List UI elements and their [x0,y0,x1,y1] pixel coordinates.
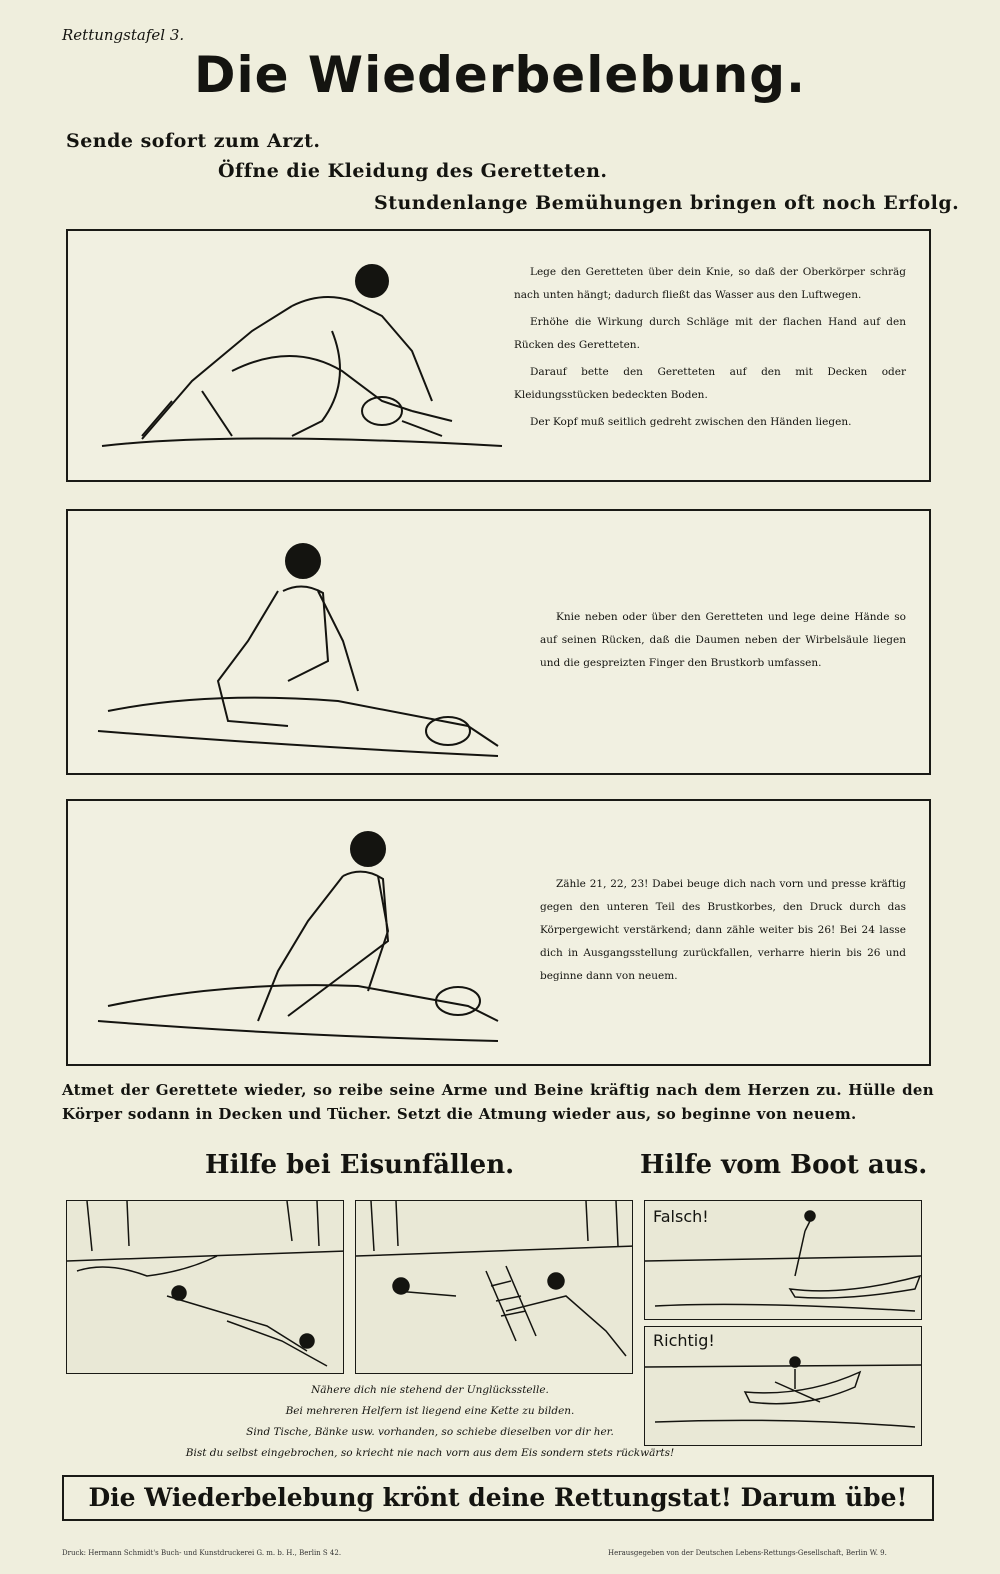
resuscitation-illustration [88,531,518,761]
plate-number: Rettungstafel 3. [62,26,185,44]
boat-right-illustration [645,1327,922,1446]
ice-heading: Hilfe bei Eisunfällen. [205,1150,515,1180]
panel-1-paragraph: Erhöhe die Wirkung durch Schläge mit der flachen Hand auf den Rücken des Geretteten. [514,316,906,351]
instruction-line-2: Öffne die Kleidung des Geretteten. [218,160,608,182]
resuscitation-press-illustration [88,821,518,1051]
panel-2-paragraph: Knie neben oder über den Geretteten und lege deine Hände so auf seinen Rücken, daß die Daumen neben der Wirbelsäule liegen und die gespreizten Finger den Brustkorb umfassen. [540,611,906,669]
ice-line: Bist du selbst eingebrochen, so kriecht nie nach vorn aus dem Eis sondern stets rückwärts! [185,1447,675,1459]
ice-rescue-illustration [67,1201,344,1374]
drowning-victim-illustration [82,261,512,461]
panel-1-paragraph: Darauf bette den Geretteten auf den mit Decken oder Kleidungsstücken bedeckten Boden. [514,366,906,401]
panel-step-1 [66,229,931,482]
panel-step-3 [66,799,931,1066]
boat-scene-wrong [644,1200,922,1320]
boat-scene-right [644,1326,922,1446]
panel-2-text [540,606,906,679]
ice-instructions [175,1380,685,1464]
footer-motto: Die Wiederbelebung krönt deine Rettungstat! Darum übe! [62,1475,934,1521]
imprint-left: Druck: Hermann Schmidt's Buch- und Kunstdruckerei G. m. b. H., Berlin S 42. [62,1549,342,1557]
imprint-right: Herausgegeben von der Deutschen Lebens-Rettungs-Gesellschaft, Berlin W. 9. [608,1549,887,1557]
ice-scene-2 [355,1200,633,1374]
after-care-text: Atmet der Gerettete wieder, so reibe seine Arme und Beine kräftig nach dem Herzen zu. Hülle den Körper sodann in Decken und Tücher. Setzt die Atmung wieder aus, so beginne von neuem. [62,1081,934,1123]
ice-line: Nähere dich nie stehend der Unglücksstelle. [311,1384,549,1396]
wrong-label: Falsch! [653,1207,709,1226]
page-title: Die Wiederbelebung. [193,46,807,104]
right-label: Richtig! [653,1331,715,1350]
panel-step-2 [66,509,931,775]
boat-wrong-illustration [645,1201,922,1320]
panel-1-paragraph: Lege den Geretteten über dein Knie, so daß der Oberkörper schräg nach unten hängt; dadurch fließt das Wasser aus den Luftwegen. [514,266,906,301]
panel-3-text [540,873,906,992]
ice-line: Bei mehreren Helfern ist liegend eine Kette zu bilden. [285,1405,575,1417]
instruction-line-1: Sende sofort zum Arzt. [66,130,321,152]
boat-heading: Hilfe vom Boot aus. [640,1150,928,1180]
ice-line: Sind Tische, Bänke usw. vorhanden, so schiebe dieselben vor dir her. [246,1426,614,1438]
panel-3-paragraph: Zähle 21, 22, 23! Dabei beuge dich nach vorn und presse kräftig gegen den unteren Teil des Brustkorbes, den Druck durch das Körpergewicht verstärkend; dann zähle weiter bis 26! Bei 24 lasse dich in Ausgangsstellung zurückfallen, verharre hierin bis 26 und beginne dann von neuem. [540,878,906,982]
instruction-line-3: Stundenlange Bemühungen bringen oft noch Erfolg. [374,192,960,214]
panel-1-paragraph: Der Kopf muß seitlich gedreht zwischen den Händen liegen. [530,416,852,428]
ice-rescue-ladder-illustration [356,1201,633,1374]
panel-1-text [514,261,906,438]
ice-scene-1 [66,1200,344,1374]
